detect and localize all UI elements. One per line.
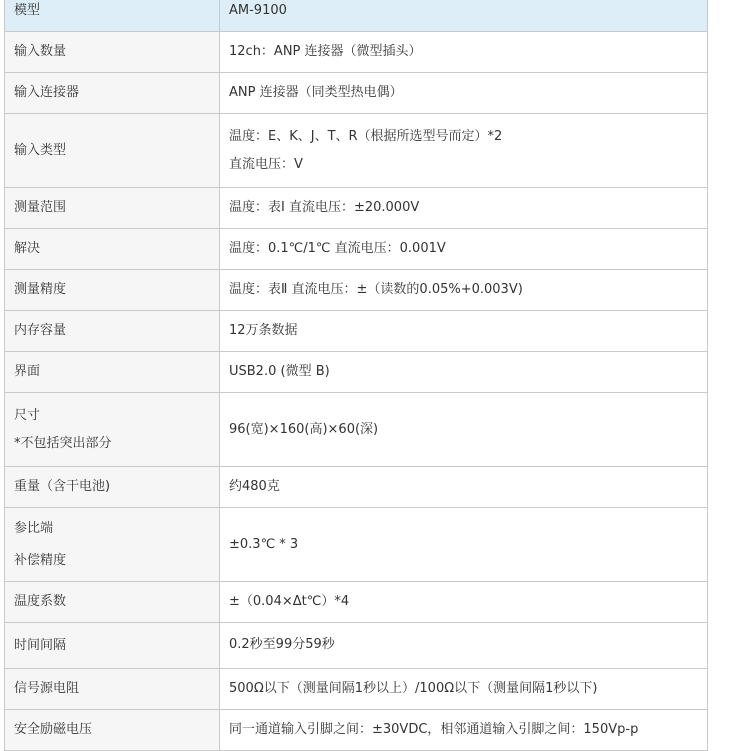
spec-value [220, 114, 708, 188]
spec-row-model [5, 0, 708, 32]
spec-row-resolution [5, 229, 708, 270]
spec-key-text: 重量（含干电池) [14, 479, 111, 494]
spec-key-text: 时间间隔 [14, 637, 67, 653]
spec-value-text: 同一通道输入引脚之间：±30VDC，相邻通道输入引脚之间：150Vp-p [229, 722, 639, 737]
spec-key [5, 311, 220, 352]
spec-key [5, 467, 220, 508]
spec-key-text: 参比端 [14, 520, 54, 536]
spec-value-text: ANP 连接器（同类型热电偶） [229, 85, 403, 100]
spec-key-text: *不包括突出部分 [14, 435, 112, 451]
spec-row-temp-coefficient [5, 582, 708, 623]
spec-value-text: 12万条数据 [229, 323, 298, 338]
spec-key-text: 输入数量 [14, 44, 67, 59]
spec-key [5, 582, 220, 623]
spec-value [220, 0, 708, 32]
spec-value [220, 229, 708, 270]
spec-key [5, 0, 220, 32]
spec-key [5, 32, 220, 73]
spec-key-text: 输入连接器 [14, 85, 80, 100]
spec-key-text: 测量范围 [14, 200, 67, 215]
spec-value [220, 623, 708, 669]
spec-value [220, 393, 708, 467]
spec-value [220, 188, 708, 229]
spec-row-input-count [5, 32, 708, 73]
spec-value [220, 352, 708, 393]
spec-value [220, 669, 708, 710]
spec-key-text: 尺寸 [14, 407, 41, 423]
spec-key-text: 温度系数 [14, 594, 67, 609]
spec-row-input-connector [5, 73, 708, 114]
spec-key [5, 270, 220, 311]
spec-row-weight [5, 467, 708, 508]
spec-value-text: 温度：E、K、J、T、R（根据所选型号而定）*2 [229, 128, 503, 144]
spec-value-text: 96(宽)×160(高)×60(深) [229, 421, 379, 437]
spec-key-text: 界面 [14, 364, 41, 379]
spec-row-interval [5, 623, 708, 669]
spec-value-text: 温度：表Ⅰ 直流电压：±20.000V [229, 200, 420, 215]
spec-key-text: 输入类型 [14, 142, 67, 158]
spec-key [5, 710, 220, 751]
spec-row-source-resistance [5, 669, 708, 710]
spec-key [5, 229, 220, 270]
spec-value [220, 508, 708, 582]
spec-value-text: 约480克 [229, 479, 280, 494]
spec-key [5, 508, 220, 582]
spec-value-text: ±0.3℃ * 3 [229, 536, 299, 552]
spec-key-text: 内存容量 [14, 323, 67, 338]
spec-row-accuracy [5, 270, 708, 311]
spec-key [5, 352, 220, 393]
spec-value-text: 直流电压：V [229, 156, 303, 172]
spec-value-text: AM-9100 [229, 3, 287, 18]
spec-value [220, 311, 708, 352]
spec-key-text: 解决 [14, 241, 41, 256]
spec-row-dimensions [5, 393, 708, 467]
spec-value [220, 270, 708, 311]
spec-key-text: 模型 [14, 3, 41, 18]
spec-row-cjc-accuracy [5, 508, 708, 582]
spec-key-text: 补偿精度 [14, 552, 67, 568]
spec-row-range [5, 188, 708, 229]
spec-value-text: USB2.0 (微型 B) [229, 364, 330, 379]
spec-row-interface [5, 352, 708, 393]
spec-key [5, 669, 220, 710]
spec-value-text: 0.2秒至99分59秒 [229, 637, 335, 652]
spec-value [220, 467, 708, 508]
spec-key [5, 188, 220, 229]
spec-row-input-type [5, 114, 708, 188]
spec-value [220, 582, 708, 623]
spec-value [220, 710, 708, 751]
spec-key-text: 信号源电阻 [14, 681, 80, 696]
spec-value [220, 73, 708, 114]
spec-value-text: 温度：0.1℃/1℃ 直流电压：0.001V [229, 241, 446, 256]
spec-key-text: 安全励磁电压 [14, 722, 93, 737]
spec-key-text: 测量精度 [14, 282, 67, 297]
spec-key [5, 114, 220, 188]
spec-value-text: 500Ω以下（测量间隔1秒以上）/100Ω以下（测量间隔1秒以下) [229, 681, 598, 696]
spec-value-text: ±（0.04×Δt℃）*4 [229, 594, 350, 609]
spec-row-memory [5, 311, 708, 352]
spec-key [5, 73, 220, 114]
spec-table [4, 0, 708, 751]
spec-value-text: 12ch：ANP 连接器（微型插头） [229, 44, 422, 59]
spec-key [5, 393, 220, 467]
spec-row-safe-voltage [5, 710, 708, 751]
spec-key [5, 623, 220, 669]
spec-value-text: 温度：表Ⅱ 直流电压：±（读数的0.05%+0.003V) [229, 282, 523, 297]
spec-value [220, 32, 708, 73]
